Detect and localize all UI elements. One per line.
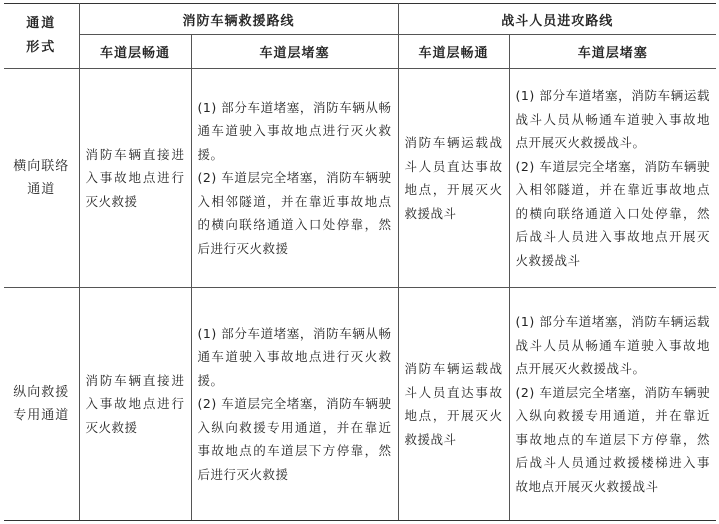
cell-line: (2) 车道层完全堵塞，消防车辆驶入纵向救援专用通道，并在靠近事故地点的车道层下方停靠，然后进行灭火救援 xyxy=(197,396,392,482)
group-header-fire-vehicle: 消防车辆救援路线 xyxy=(79,4,398,35)
cell-line: (2) 车道层完全堵塞，消防车辆驶入相邻隧道，并在靠近事故地点的横向联络通道入口处停靠，然后进行灭火救援 xyxy=(197,170,392,256)
cell-fire-blocked xyxy=(191,288,398,521)
cell-fire-blocked xyxy=(191,69,398,288)
table-row xyxy=(4,288,716,521)
row-name: 纵向救援专用通道 xyxy=(4,288,79,521)
cell-fire-open: 消防车辆直接进入事故地点进行灭火救援 xyxy=(79,288,191,521)
header-row-sub xyxy=(4,35,716,69)
cell-crew-blocked xyxy=(509,69,716,288)
corner-header xyxy=(4,4,79,69)
corner-top-label: 通道 xyxy=(26,16,57,31)
cell-crew-open: 消防车辆运载战斗人员直达事故地点，开展灭火救援战斗 xyxy=(398,288,509,521)
row-name: 横向联络通道 xyxy=(4,69,79,288)
cell-line: (2) 车道层完全堵塞，消防车辆驶入相邻隧道，并在靠近事故地点的横向联络通道入口处停靠，然后战斗人员进入事故地点开展灭火救援战斗 xyxy=(515,158,711,268)
cell-crew-open: 消防车辆运载战斗人员直达事故地点，开展灭火救援战斗 xyxy=(398,69,509,288)
rescue-route-table xyxy=(4,3,716,521)
cell-line: (1) 部分车道堵塞，消防车辆从畅通车道驶入事故地点进行灭火救援。 xyxy=(197,325,392,388)
group-header-crew: 战斗人员进攻路线 xyxy=(398,4,716,35)
cell-line: (1) 部分车道堵塞，消防车辆运载战斗人员从畅通车道驶入事故地点开展灭火救援战斗。 xyxy=(515,88,711,150)
subheader-fire-open: 车道层畅通 xyxy=(79,35,191,69)
cell-line: (1) 部分车道堵塞，消防车辆从畅通车道驶入事故地点进行灭火救援。 xyxy=(197,99,392,162)
subheader-crew-open: 车道层畅通 xyxy=(398,35,509,69)
cell-crew-blocked xyxy=(509,288,716,521)
cell-line: (2) 车道层完全堵塞，消防车辆驶入纵向救援专用通道，并在靠近事故地点的车道层下方停靠，然后战斗人员通过救援楼梯进入事故地点开展灭火救援战斗 xyxy=(515,384,711,494)
subheader-crew-blocked: 车道层堵塞 xyxy=(509,35,716,69)
corner-bottom-label: 形式 xyxy=(26,40,57,55)
subheader-fire-blocked: 车道层堵塞 xyxy=(191,35,398,69)
table-row xyxy=(4,69,716,288)
header-row-groups xyxy=(4,4,716,35)
cell-fire-open: 消防车辆直接进入事故地点进行灭火救援 xyxy=(79,69,191,288)
cell-line: (1) 部分车道堵塞，消防车辆运载战斗人员从畅通车道驶入事故地点开展灭火救援战斗。 xyxy=(515,314,711,376)
